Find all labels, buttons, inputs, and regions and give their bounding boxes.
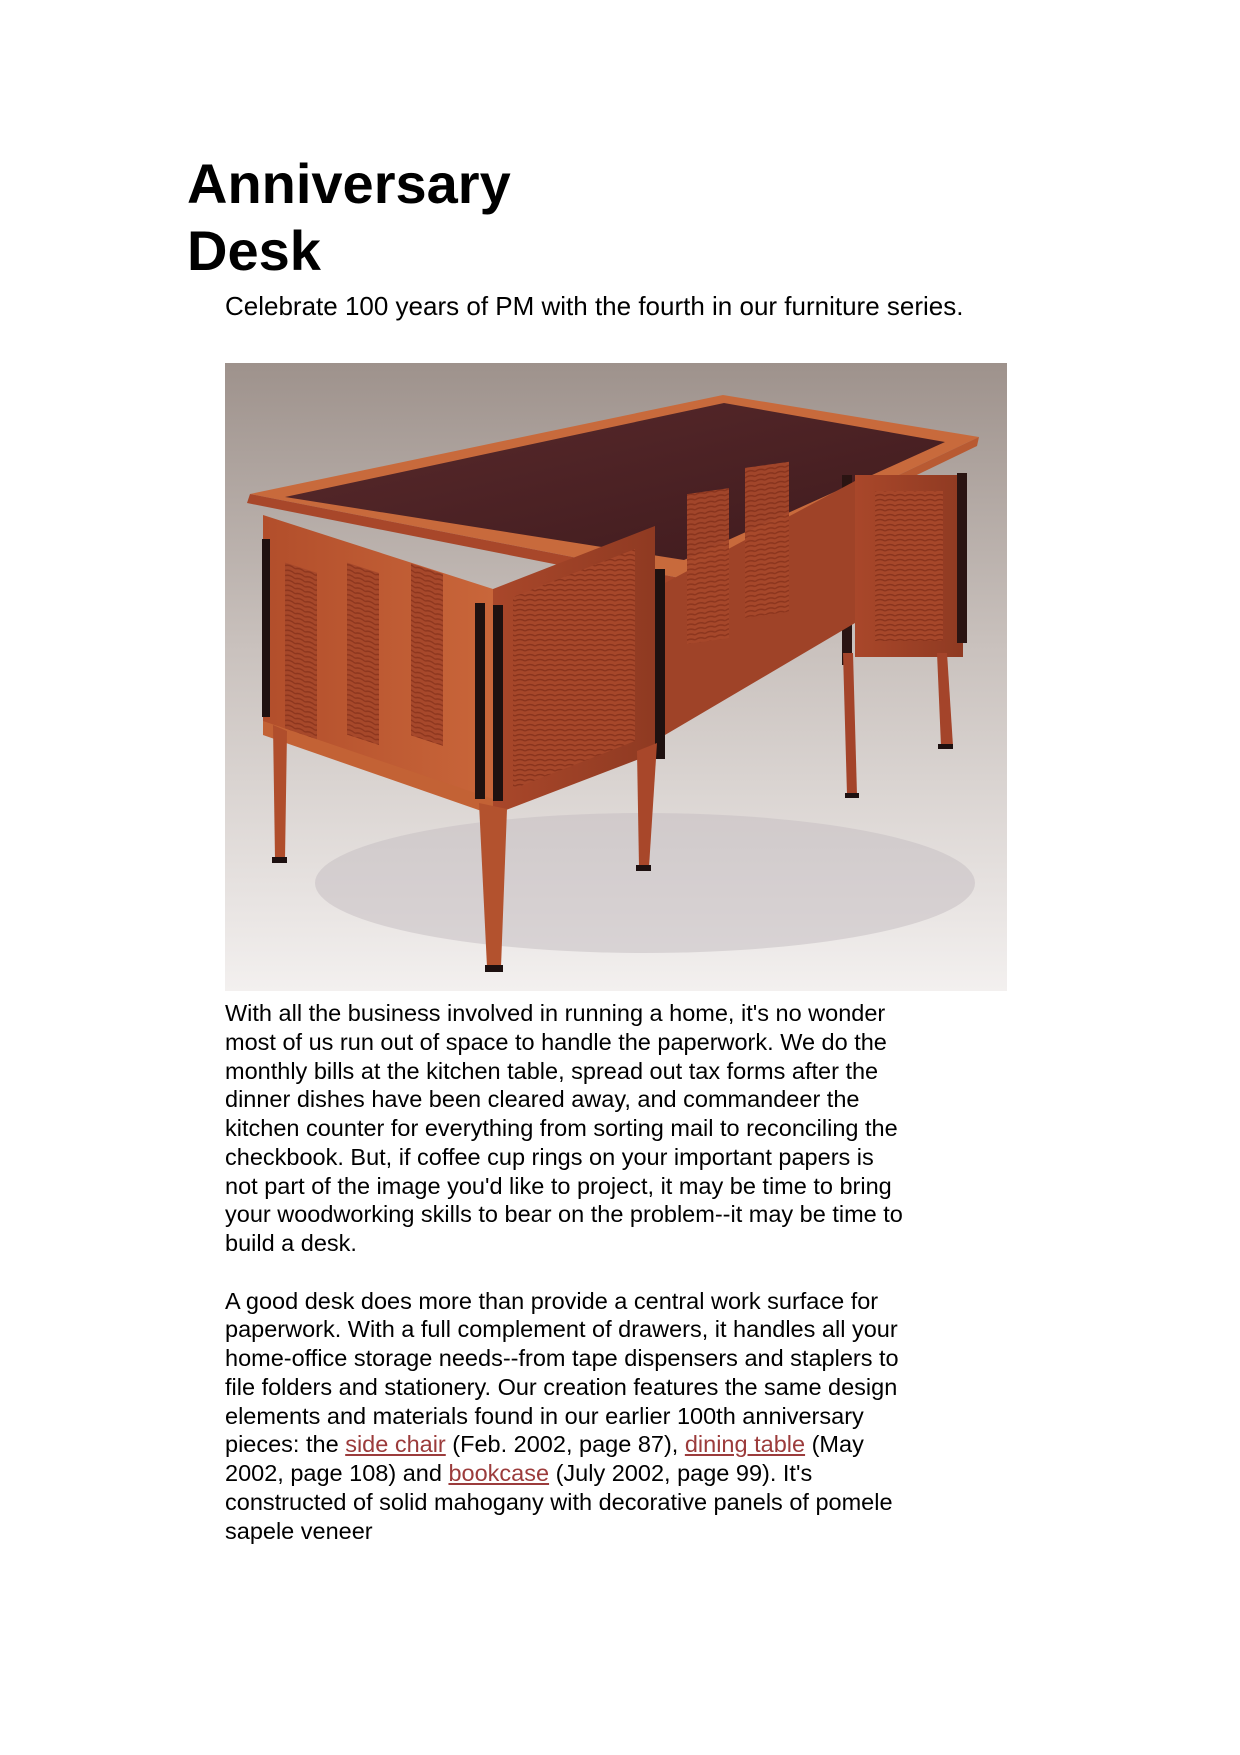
paragraph-2	[225, 1287, 905, 1546]
paragraph-2-text-b: (Feb. 2002, page 87),	[445, 1431, 685, 1458]
dining-table-link[interactable]: dining table	[684, 1431, 806, 1458]
article-body	[225, 999, 905, 1574]
title-line-2: Desk	[187, 219, 321, 282]
paragraph-2-text-d: (July 2002, page 99). It's constructed of solid mahogany with decorative panels of pomele sapele veneer	[225, 1460, 893, 1544]
title-line-1: Anniversary	[187, 152, 511, 215]
paragraph-1: With all the business involved in running a home, it's no wonder most of us run out of space to handle the paperwork. We do the monthly bills at the kitchen table, spread out tax forms after the dinner dishes have been cleared away, and commandeer the kitchen counter for everything from sorting mail to reconciling the checkbook. But, if coffee cup rings on your important papers is not part of the image you'd like to project, it may be time to bring your woodworking skills to bear on the problem--it may be time to build a desk.	[225, 1000, 903, 1256]
paragraph-2-text-a: A good desk does more than provide a central work surface for paperwork. With a full complement of drawers, it handles all your home-office storage needs--from tape dispensers and staplers to file folders and stationery. Our creation features the same design elements and materials found in our earlier 100th anniversary pieces: the	[225, 1287, 899, 1458]
bookcase-link[interactable]: bookcase	[448, 1460, 550, 1486]
paragraph-2-text-c: (May 2002, page 108) and	[225, 1431, 864, 1486]
page-title	[187, 150, 607, 284]
subtitle: Celebrate 100 years of PM with the fourth in our furniture series.	[225, 291, 964, 321]
side-chair-link[interactable]: side chair	[345, 1431, 446, 1458]
desk-photo	[225, 363, 1007, 991]
